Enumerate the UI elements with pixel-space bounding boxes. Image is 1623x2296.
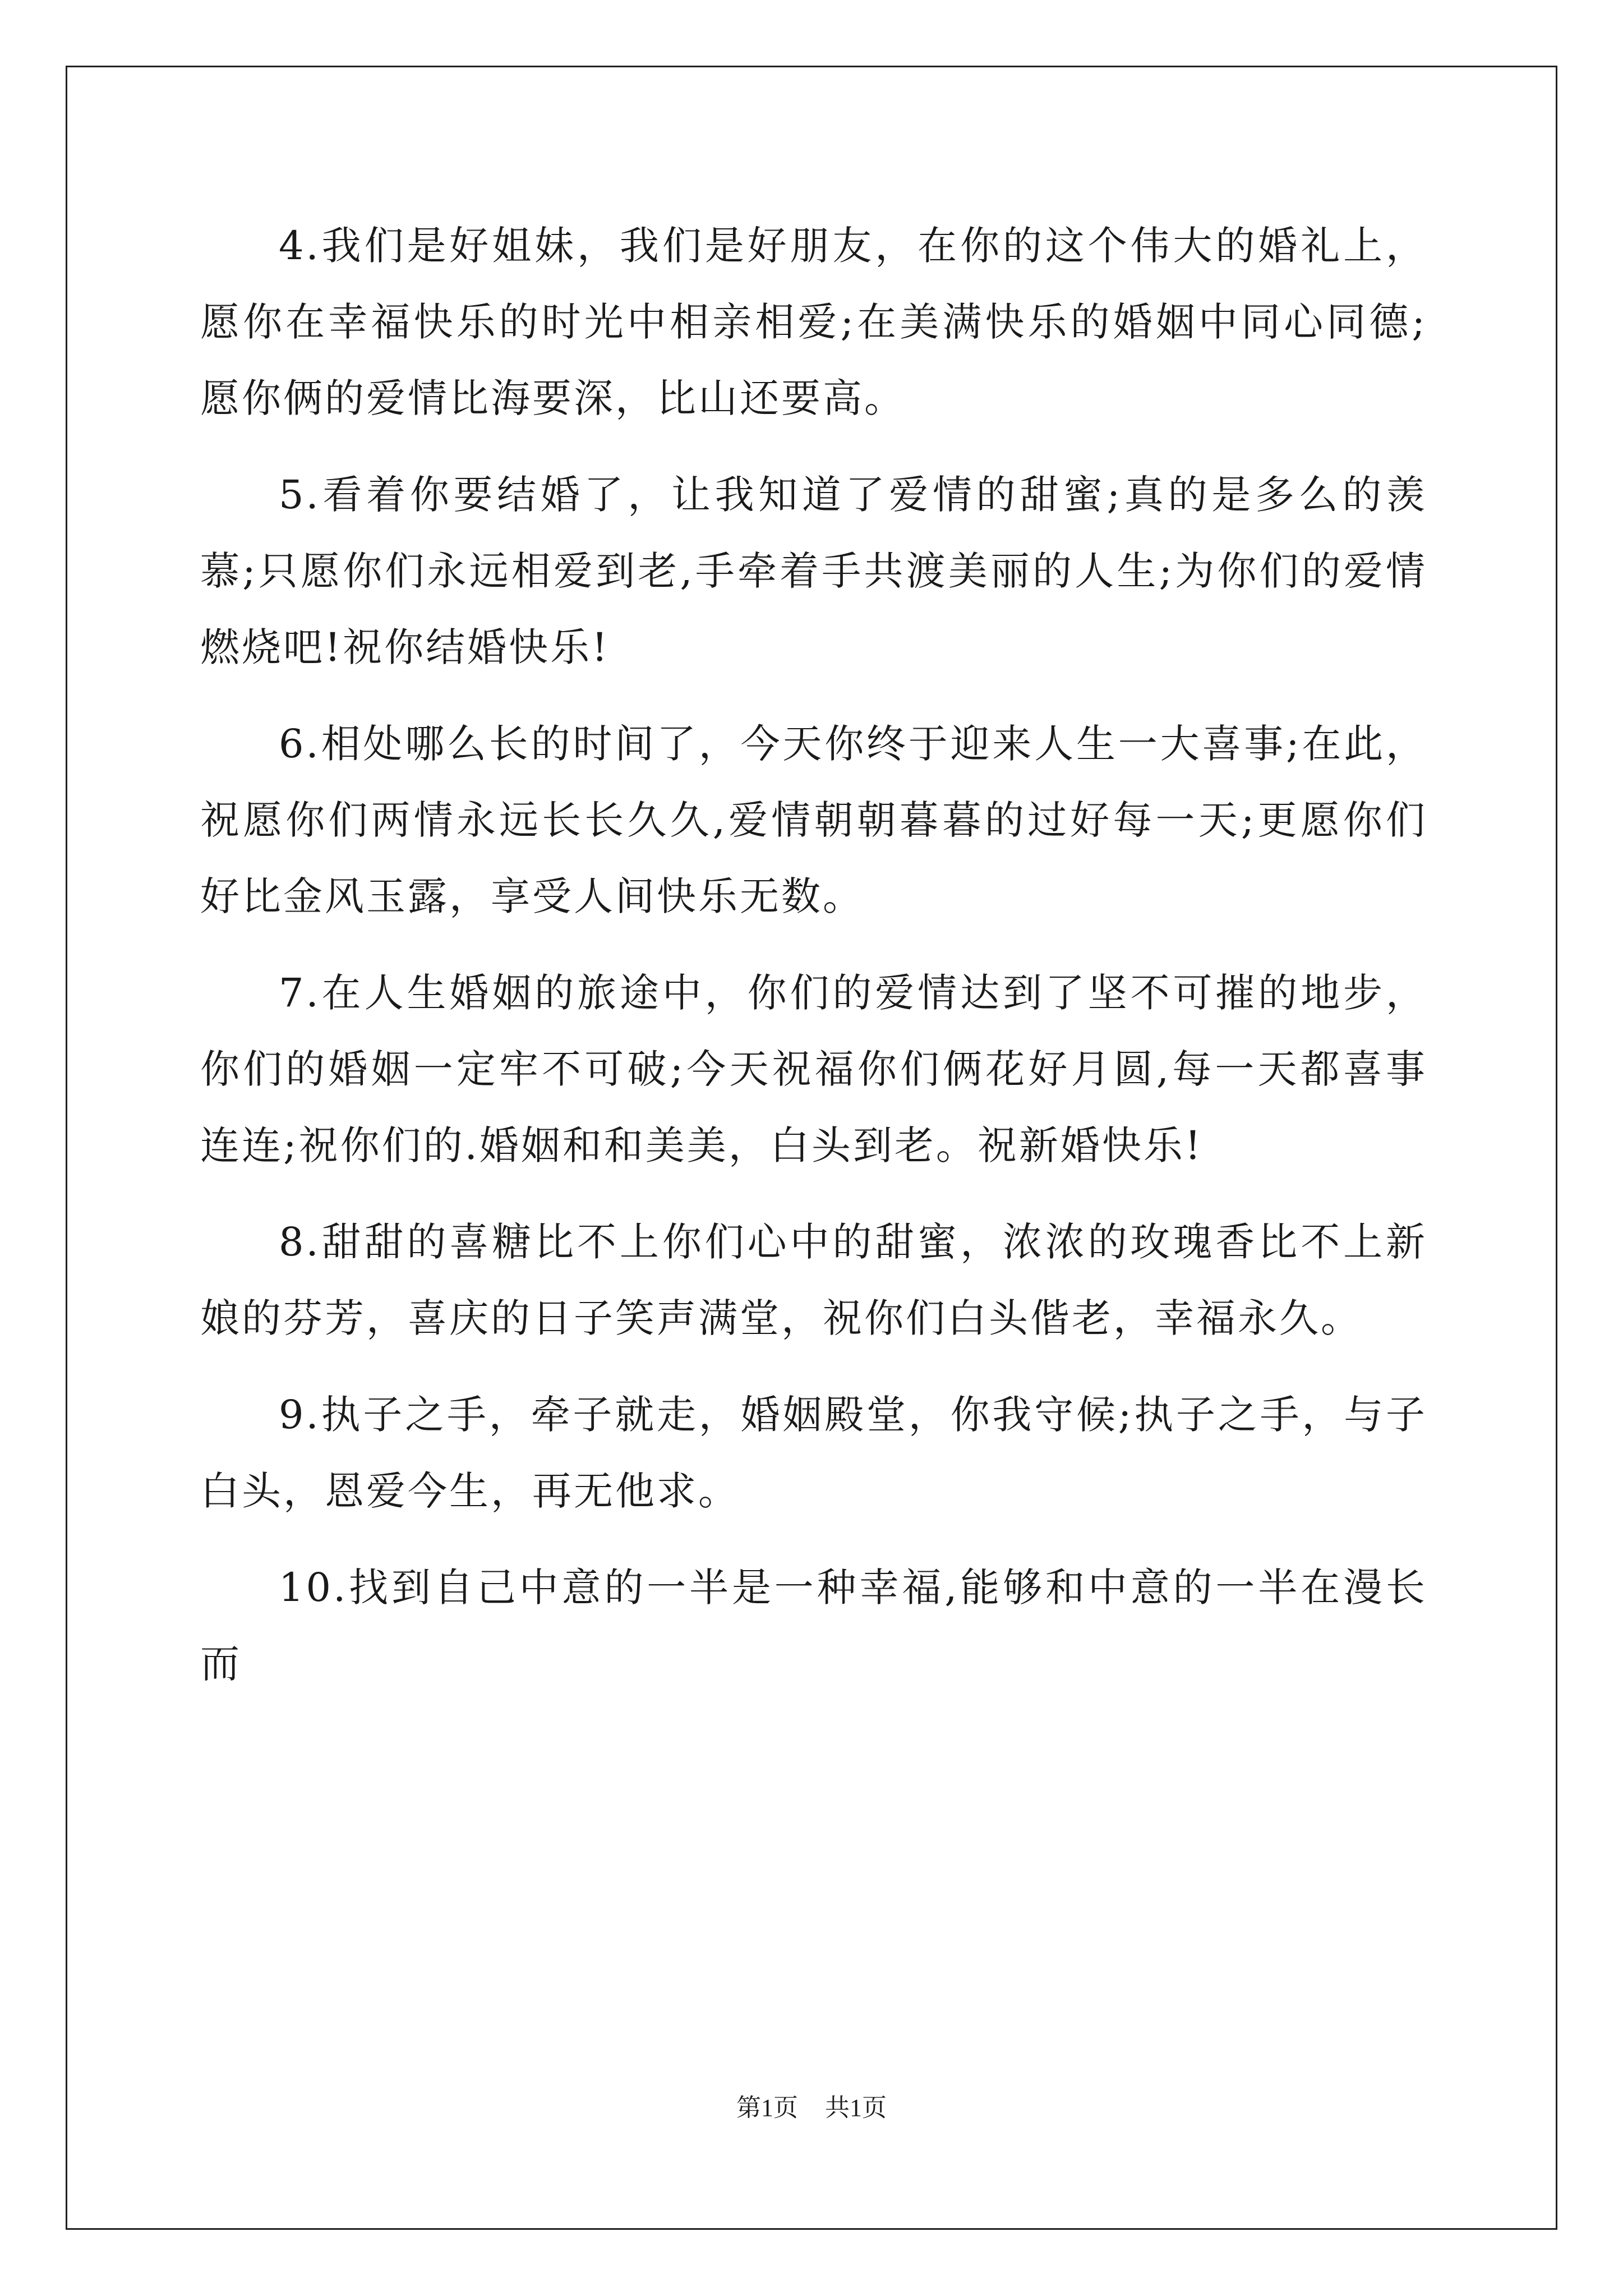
paragraph-5: 5.看着你要结婚了，让我知道了爱情的甜蜜;真的是多么的羡慕;只愿你们永远相爱到老,手牵着手共渡美丽的人生;为你们的爱情燃烧吧!祝你结婚快乐! bbox=[200, 472, 1427, 670]
paragraph-9: 9.执子之手，牵子就走，婚姻殿堂，你我守候;执子之手，与子白头，恩爱今生，再无他求。 bbox=[200, 1392, 1427, 1514]
paragraph-6: 6.相处哪么长的时间了，今天你终于迎来人生一大喜事;在此，祝愿你们两情永远长长久久,爱情朝朝暮暮的过好每一天;更愿你们好比金风玉露，享受人间快乐无数。 bbox=[200, 721, 1427, 919]
paragraph-8: 8.甜甜的喜糖比不上你们心中的甜蜜，浓浓的玫瑰香比不上新娘的芬芳，喜庆的日子笑声满堂，祝你们白头偕老，幸福永久。 bbox=[200, 1219, 1427, 1341]
paragraph-4: 4.我们是好姐妹，我们是好朋友，在你的这个伟大的婚礼上，愿你在幸福快乐的时光中相亲相爱;在美满快乐的婚姻中同心同德;愿你俩的爱情比海要深，比山还要高。 bbox=[200, 223, 1427, 421]
paragraph-7: 7.在人生婚姻的旅途中，你们的爱情达到了坚不可摧的地步，你们的婚姻一定牢不可破;今天祝福你们俩花好月圆,每一天都喜事连连;祝你们的.婚姻和和美美，白头到老。祝新婚快乐! bbox=[200, 970, 1427, 1168]
document-body bbox=[200, 208, 1427, 1722]
page-footer bbox=[0, 2091, 1623, 2125]
page-number: 第1页 bbox=[736, 2094, 798, 2122]
paragraph-10: 10.找到自己中意的一半是一种幸福,能够和中意的一半在漫长而 bbox=[200, 1565, 1427, 1687]
page-total: 共1页 bbox=[825, 2094, 887, 2122]
